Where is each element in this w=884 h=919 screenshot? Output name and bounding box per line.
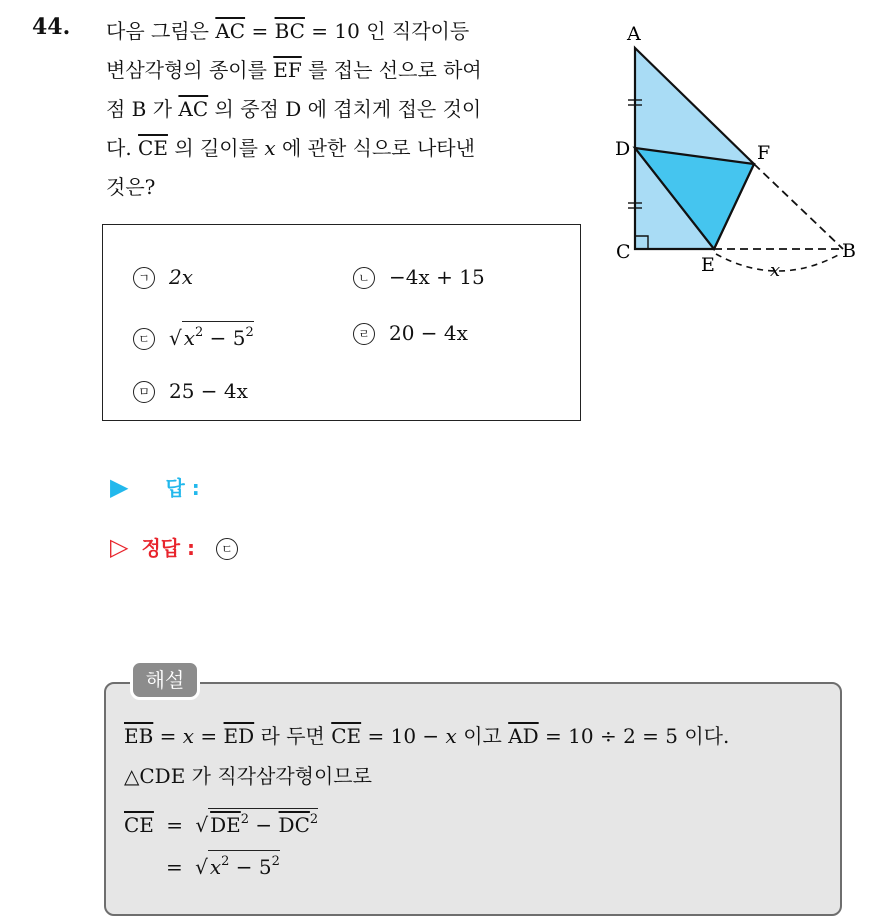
explanation-tab: 해설 xyxy=(130,660,200,700)
choice-1-mark: ㄱ xyxy=(133,267,155,289)
choice-3[interactable]: ㄷ √ $x^2 - 5^2$ xyxy=(133,321,254,350)
sqrt-symbol: √ xyxy=(169,326,182,350)
explanation-line-2: △CDE 가 직각삼각형이므로 xyxy=(124,764,372,788)
triangle-figure xyxy=(598,16,868,286)
explanation-line-4: = √ $x^2 - 5^2$ xyxy=(166,850,280,879)
correct-mark: ㄷ xyxy=(216,538,238,560)
question-line-3: 점 B 가 $\overline{AC}$ 의 중점 D 에 겹치게 접은 것이 xyxy=(106,97,482,121)
label-b: B xyxy=(842,240,856,262)
choice-4[interactable]: ㄹ 20 − 4x xyxy=(353,321,468,345)
question-line-2: 변삼각형의 종이를 $\overline{EF}$ 를 접는 선으로 하여 xyxy=(106,58,482,82)
sqrt-symbol: √ xyxy=(195,855,208,879)
question-text xyxy=(106,12,596,207)
choice-4-mark: ㄹ xyxy=(353,323,375,345)
choice-3-mark: ㄷ xyxy=(133,328,155,350)
correct-label: 정답 : xyxy=(141,536,196,560)
answer-label: 답 : xyxy=(165,476,200,500)
explanation-line-3: $\overline{CE}$ = √ $DE^2 - \overline{DC}^2$ xyxy=(124,808,318,837)
sqrt-symbol: √ xyxy=(195,813,209,837)
choices-box xyxy=(102,224,581,421)
choice-2[interactable]: ㄴ −4x + 15 xyxy=(353,265,485,289)
label-d: D xyxy=(615,138,631,160)
explanation-box xyxy=(104,682,842,916)
label-x: x xyxy=(770,260,781,281)
choice-5[interactable]: ㅁ 25 − 4x xyxy=(133,379,248,403)
label-e: E xyxy=(701,254,715,276)
answer-row xyxy=(110,472,200,501)
dashed-fb xyxy=(754,164,843,249)
label-c: C xyxy=(616,241,631,263)
choice-1[interactable]: ㄱ 2x xyxy=(133,265,193,289)
question-number: 44. xyxy=(32,14,71,40)
question-line-4: 다. $\overline{CE}$ 의 길이를 x 에 관한 식으로 나타낸 xyxy=(106,136,475,160)
explanation-line-1: $\overline{EB} = x = \overline{ED}$ 라 두면 $\overline{CE} = 10 - x$ 이고 $\overline{AD} = 10 \div 2 = 5$ 이다. xyxy=(124,724,730,748)
label-f: F xyxy=(757,142,771,164)
label-a: A xyxy=(627,23,641,45)
choice-5-mark: ㅁ xyxy=(133,381,155,403)
correct-arrow-icon: ▷ xyxy=(110,533,129,561)
choice-2-mark: ㄴ xyxy=(353,267,375,289)
answer-arrow-icon: ▶ xyxy=(110,473,129,501)
question-line-1: 다음 그림은 $\overline{AC} = \overline{BC} = 10$ 인 직각이등 xyxy=(106,19,470,43)
question-line-5: 것은? xyxy=(106,175,156,199)
correct-answer-row xyxy=(110,532,252,561)
